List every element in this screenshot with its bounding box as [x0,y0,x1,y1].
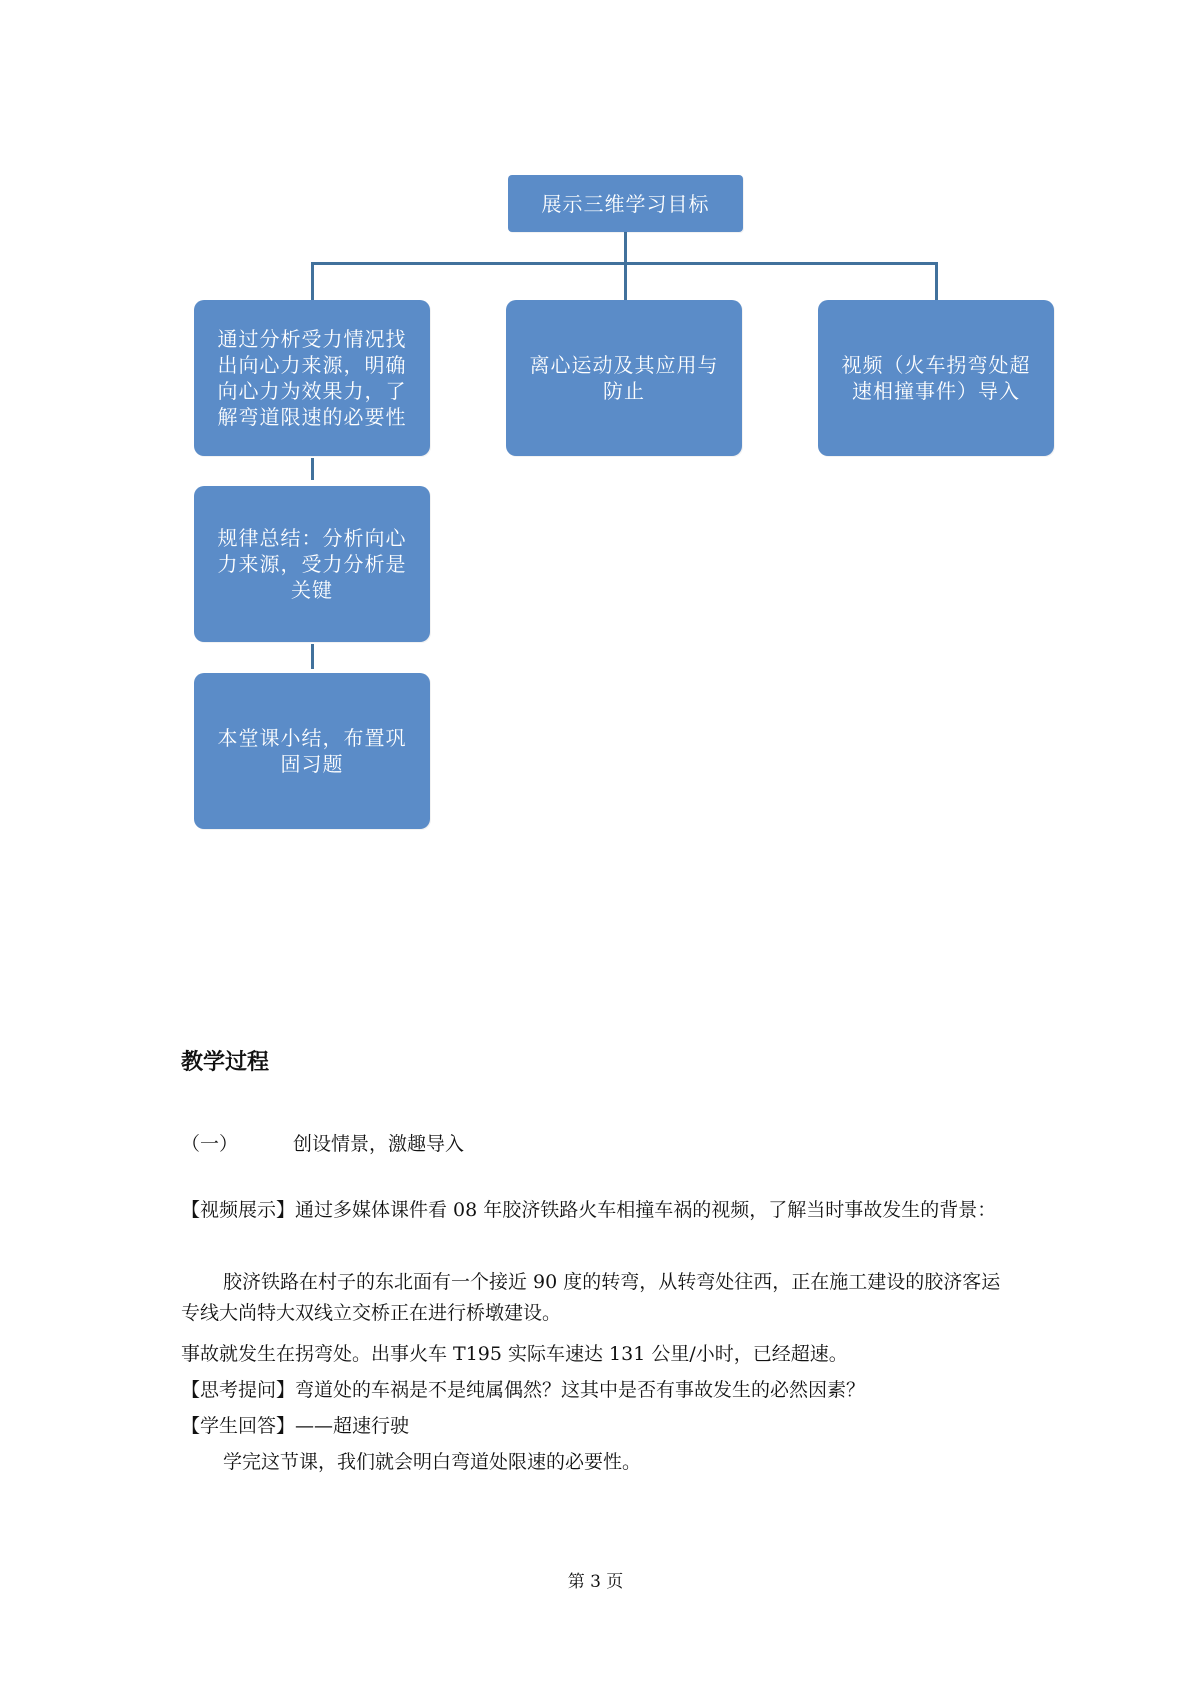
diagram-box-summary-rule [194,486,430,642]
diagram-box-summary-rule-label: 规律总结：分析向心力来源，受力分析是关键 [217,526,407,602]
diagram-root-label: 展示三维学习目标 [541,191,710,216]
diagram-box-lesson-summary [194,673,430,829]
connector-right-drop [935,262,938,300]
diagram-box-lesson-summary-label: 本堂课小结，布置巩固习题 [217,726,407,776]
connector-left-drop [311,262,314,300]
paragraph-conclusion: 学完这节课，我们就会明白弯道处限速的必要性。 [223,1451,642,1473]
diagram-box-analysis-label: 通过分析受力情况找出向心力来源，明确向心力为效果力，了解弯道限速的必要性 [217,327,407,429]
paragraph-video: 【视频展示】通过多媒体课件看 08 年胶济铁路火车相撞车祸的视频，了解当时事故发生的背景： [181,1199,997,1221]
subsection-number: （一） [181,1133,239,1155]
connector-mid-drop [624,262,627,300]
paragraph-answer: 【学生回答】——超速行驶 [181,1415,410,1437]
page-number: 第 3 页 [567,1572,624,1592]
paragraph-question: 【思考提问】弯道处的车祸是不是纯属偶然？这其中是否有事故发生的必然因素？ [181,1379,866,1401]
section-heading: 教学过程 [181,1050,270,1075]
paragraph-background: 胶济铁路在村子的东北面有一个接近 90 度的转弯，从转弯处往西，正在施工建设的胶济客运专线大尚特大双线立交桥正在进行桥墩建设。 [181,1271,1001,1324]
subsection-title [181,1129,464,1156]
subsection-text: 创设情景，激趣导入 [293,1133,465,1155]
diagram-box-analysis [194,300,430,456]
diagram-box-centrifugal [506,300,742,456]
diagram-root-box [508,175,743,232]
paragraph-accident: 事故就发生在拐弯处。出事火车 T195 实际车速达 131 公里/小时，已经超速。 [181,1343,848,1365]
diagram-box-video [818,300,1054,456]
connector-d-e [311,644,314,669]
connector-a-d [311,458,314,480]
diagram-box-centrifugal-label: 离心运动及其应用与防止 [529,353,719,403]
diagram-box-video-label: 视频（火车拐弯处超速相撞事件）导入 [841,353,1031,403]
